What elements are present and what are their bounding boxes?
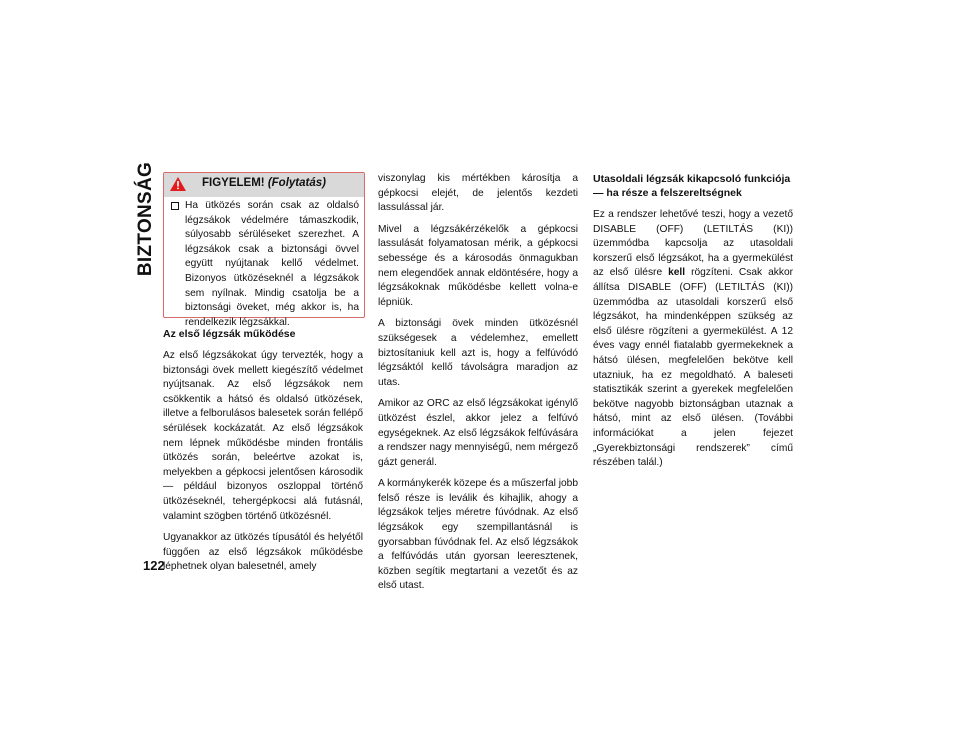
emphasis: kell <box>668 267 686 279</box>
paragraph: A biztonsági övek minden ütközésnél szükségesek a védelemhez, emellett biztosítaniuk kell azt is, hogy a felfúvódó légzsáktól kellő távolságra maradjon az utas. <box>378 318 578 388</box>
paragraph: Ez a rendszer lehetővé teszi, hogy a vezető DISABLE (OFF) (LETILTÁS (KI)) üzemmódba kapcsolja az utasoldali korszerű első légzsákot, ha a gyermekülést az első ülésre kell rögzíteni. Csak akkor állítsa DISABLE (OFF) (LETILTÁS (KI)) üzemmódba az utasoldali korszerű első légzsákot, ha mindenképpen szükség az első ülésre rögzíteni a gyermekülést. A 12 éves vagy ennél fiatalabb gyermekeknek a hátsó ülésen, megfelelően bekötve kell utazniuk, ha ez megoldható. A baleseti statisztikák szerint a gyerekek megfelelően bekötve nagyobb biztonságban utaznak a hátsó, mint az első ülésen. (További információkat a jelen fejezet „Gyerekbiztonsági rendszerek” című részében talál.) <box>593 209 794 469</box>
warning-triangle-icon <box>169 176 187 192</box>
section-heading: Utasoldali légzsák kikapcsoló funkciója — ha része a felszereltségnek <box>593 173 791 199</box>
section-tab-label: BIZTONSÁG <box>135 161 156 277</box>
paragraph: viszonylag kis mértékben károsítja a gépkocsi elejét, de jelentős kezdeti lassulással jár. <box>378 173 578 214</box>
checkbox-bullet-icon <box>171 202 179 210</box>
page-number: 122 <box>143 558 165 573</box>
warning-item <box>171 199 359 330</box>
column-2 <box>378 172 578 601</box>
warning-title: FIGYELEM! (Folytatás) <box>202 177 326 189</box>
paragraph: Az első légzsákokat úgy tervezték, hogy a biztonsági övek mellett kiegészítő védelmet nyújtsanak. Az első légzsákok nem csökkentik a hátsó és oldalsó ütközések, illetve a felborulásos balesetek során fellépő sérülések kockázatát. Az első légzsákok nem lépnek működésbe minden frontális ütközés során, beleértve azokat is, melyekben a gépkocsi jelentősen károsodik — például bizonyos oszloppal történő ütközéseknél, tehergépkocsi alá futásnál, valamint szögben történő ütközésnél. <box>163 350 363 522</box>
paragraph: A kormánykerék közepe és a műszerfal jobb felső része is leválik és kihajlik, ahogy a légzsákok teljes méretre fúvódnak. Az első légzsákok egy szempillantásnál is gyorsabban fúvódnak fel. Az első légzsákok a felfúvódás után gyorsan leeresztenek, közben segítik megtartani a vezetőt és az első utast. <box>378 478 578 592</box>
paragraph: Amikor az ORC az első légzsákokat igénylő ütközést észlel, akkor jelez a felfúvó egységeknek. Az első légzsákok felfúvására a rendszer nagy mennyiségű, nem mérgező gázt generál. <box>378 398 578 468</box>
paragraph: Mivel a légzsákérzékelők a gépkocsi lassulását folyamatosan mérik, a gépkocsi sebessége és a károsodás önmagukban nem elegendőek annak eldöntésére, hogy a légzsákoknak működésbe kellett volna-e lépniük. <box>378 223 578 308</box>
warning-title-suffix: (Folytatás) <box>267 177 326 189</box>
section-heading: Az első légzsák működése <box>163 328 296 340</box>
warning-box <box>163 172 365 328</box>
column-3 <box>593 172 793 478</box>
paragraph: Ugyanakkor az ütközés típusától és helyétől függően az első légzsákok működésbe léphetnek olyan balesetnél, amely <box>163 532 363 573</box>
warning-header <box>164 173 364 197</box>
column-1 <box>163 327 363 582</box>
section-tab <box>133 160 159 278</box>
warning-text: Ha ütközés során csak az oldalsó légzsákok védelmére támaszkodik, súlyosabb sérüléseket szerezhet. A légzsákok csak a biztonsági övvel együtt nyújtanak kellő védelmet. Bizonyos ütközéseknél a légzsákok sem nyílnak. Mindig csatolja be a biztonsági öveket, még akkor is, ha rendelkezik légzsákkal. <box>185 200 359 328</box>
